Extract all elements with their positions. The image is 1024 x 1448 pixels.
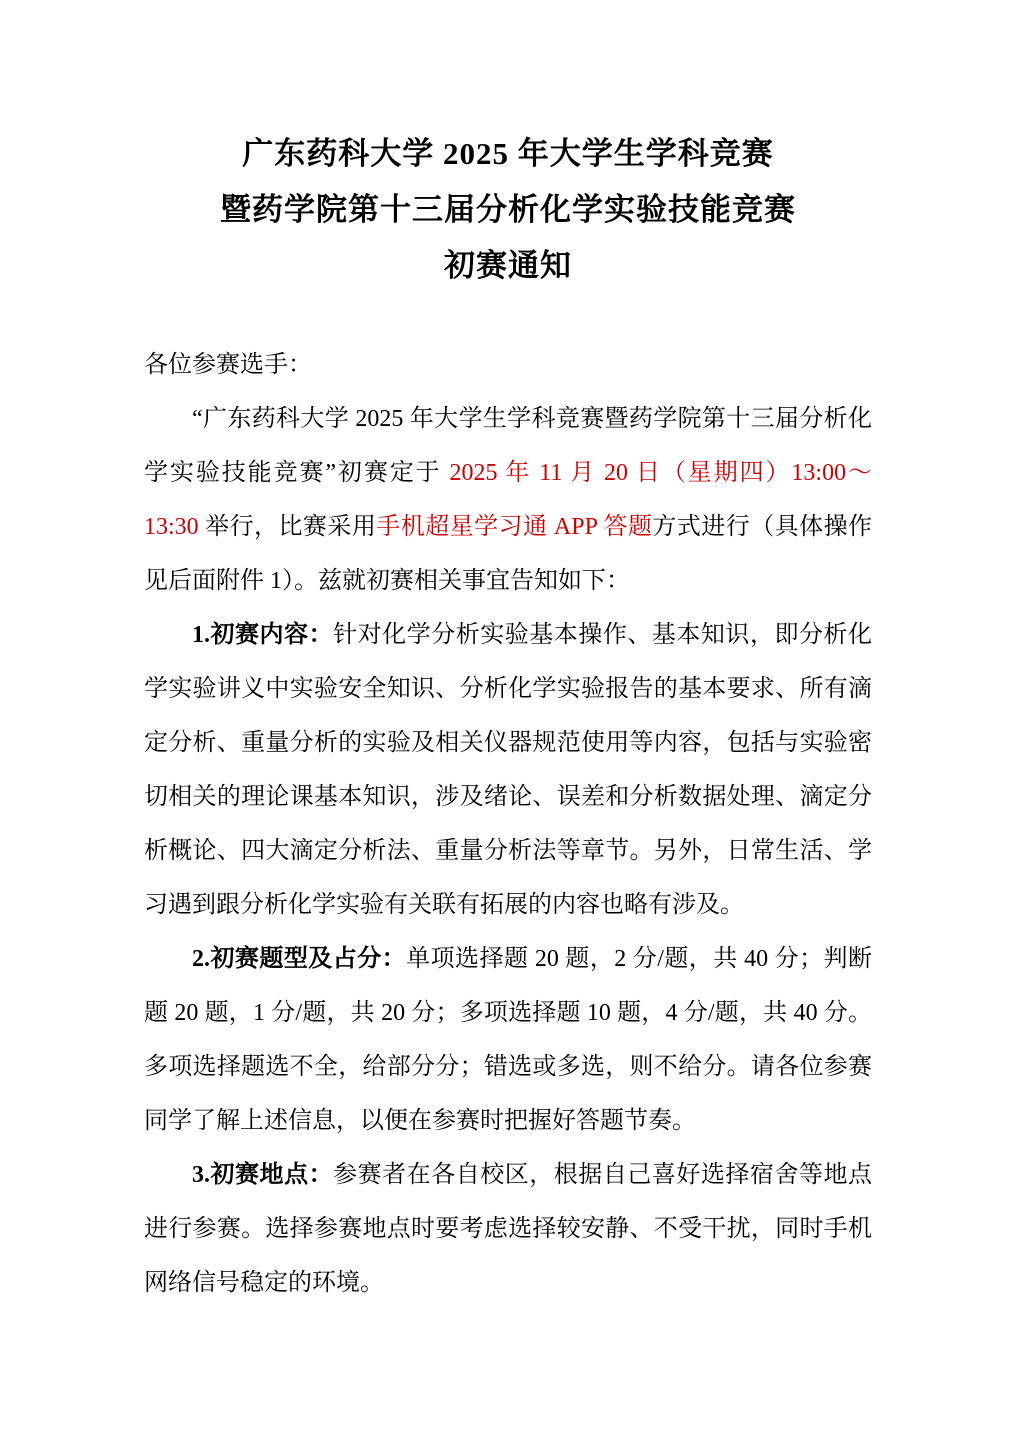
paragraph-item-3 — [144, 1148, 872, 1310]
paragraph-item-2 — [144, 932, 872, 1148]
intro-app-highlight: 手机超星学习通 APP 答题 — [376, 514, 653, 540]
item-2-label: 2.初赛题型及占分： — [192, 946, 407, 972]
title-line-3: 初赛通知 — [444, 248, 572, 283]
item-3-label: 3.初赛地点： — [192, 1162, 334, 1188]
intro-text-end: 方式进行（具体操作见后面附件 1）。兹就初赛相关事宜告知如下： — [144, 514, 873, 594]
item-3-text: 参赛者在各自校区，根据自己喜好选择宿舍等地点进行参赛。选择参赛地点时要考虑选择较安静、不受干扰，同时手机网络信号稳定的环境。 — [144, 1162, 873, 1296]
salutation: 各位参赛选手： — [144, 352, 312, 378]
document-body — [144, 338, 872, 1310]
item-1-label: 1.初赛内容： — [192, 622, 334, 648]
paragraph-intro — [144, 392, 872, 608]
item-1-text: 针对化学分析实验基本操作、基本知识，即分析化学实验讲义中实验安全知识、分析化学实验报告的基本要求、所有滴定分析、重量分析的实验及相关仪器规范使用等内容，包括与实验密切相关的理论课基本知识，涉及绪论、误差和分析数据处理、滴定分析概论、四大滴定分析法、重量分析法等章节。另外，日常生活、学习遇到跟分析化学实验有关联有拓展的内容也略有涉及。 — [144, 622, 873, 918]
document-title — [144, 126, 872, 294]
intro-datetime-highlight: 2025 年 11 月 20 日（星期四）13:00～13:30 — [144, 460, 872, 540]
intro-text-start: “广东药科大学 2025 年大学生学科竞赛暨药学院第十三届分析化学实验技能竞赛”初赛定于 — [144, 406, 872, 486]
title-line-1: 广东药科大学 2025 年大学生学科竞赛 — [242, 136, 774, 171]
item-2-text: 单项选择题 20 题，2 分/题，共 40 分；判断题 20 题，1 分/题，共 20 分；多项选择题 10 题，4 分/题，共 40 分。多项选择题选不全，给部分分；错选或多选，则不给分。请各位参赛同学了解上述信息，以便在参赛时把握好答题节奏。 — [144, 946, 872, 1134]
title-line-2: 暨药学院第十三届分析化学实验技能竞赛 — [220, 192, 796, 227]
paragraph-item-1 — [144, 608, 872, 932]
intro-text-middle: 举行，比赛采用 — [198, 514, 377, 540]
